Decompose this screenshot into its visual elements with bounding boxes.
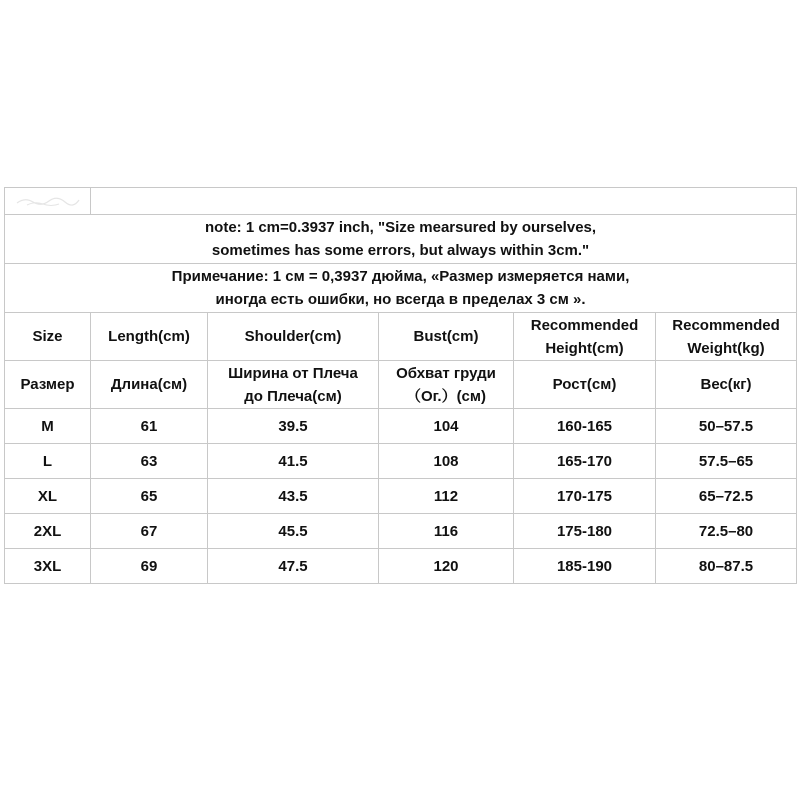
table-top-row [5,188,797,215]
cell-shoulder: 39.5 [208,409,379,444]
table-row [5,409,797,444]
cell-bust: 108 [379,444,514,479]
note-russian [5,264,797,313]
header-ru-height: Рост(см) [514,361,656,409]
note-english-line-2: sometimes has some errors, but always within 3cm." [211,242,590,259]
note-english-line-1: note: 1 cm=0.3937 inch, "Size mearsured by ourselves, [205,219,597,236]
note-russian-line-2: иногда есть ошибки, но всегда в пределах 3 см ». [215,291,586,308]
header-ru-bust [379,361,514,409]
cell-bust: 112 [379,479,514,514]
header-ru-shoulder-line-1: Ширина от Плеча [228,364,358,382]
cell-height: 170-175 [514,479,656,514]
header-ru-length: Длина(см) [91,361,208,409]
cell-size: XL [5,479,91,514]
header-ru-bust-line-2: （Ог.）(см) [405,387,486,405]
watermark-logo-icon [13,195,83,207]
table-row [5,514,797,549]
cell-length: 65 [91,479,208,514]
watermark-cell [5,188,91,215]
table-row [5,549,797,584]
note-russian-line-1: Примечание: 1 см = 0,3937 дюйма, «Размер измеряется нами, [171,268,630,285]
header-size: Size [5,313,91,361]
cell-size: 2XL [5,514,91,549]
cell-height: 165-170 [514,444,656,479]
header-weight [656,313,797,361]
header-height-line-1: Recommended [530,316,639,334]
cell-height: 185-190 [514,549,656,584]
cell-size: 3XL [5,549,91,584]
note-russian-row [5,264,797,313]
cell-bust: 116 [379,514,514,549]
header-ru-shoulder-line-2: до Плеча(см) [244,387,342,405]
cell-length: 69 [91,549,208,584]
cell-shoulder: 47.5 [208,549,379,584]
table-row [5,479,797,514]
header-ru-weight: Вес(кг) [656,361,797,409]
cell-bust: 120 [379,549,514,584]
header-length: Length(cm) [91,313,208,361]
note-english-row [5,215,797,264]
cell-bust: 104 [379,409,514,444]
note-english [5,215,797,264]
cell-shoulder: 45.5 [208,514,379,549]
header-row-russian [5,361,797,409]
header-height [514,313,656,361]
cell-shoulder: 41.5 [208,444,379,479]
cell-length: 63 [91,444,208,479]
cell-height: 160-165 [514,409,656,444]
cell-size: L [5,444,91,479]
cell-height: 175-180 [514,514,656,549]
header-row-english [5,313,797,361]
header-shoulder: Shoulder(cm) [208,313,379,361]
cell-weight: 80–87.5 [656,549,797,584]
header-weight-line-1: Recommended [672,316,780,334]
cell-size: M [5,409,91,444]
header-ru-size: Размер [5,361,91,409]
cell-shoulder: 43.5 [208,479,379,514]
size-chart-table [4,187,797,584]
header-bust: Bust(cm) [379,313,514,361]
cell-length: 67 [91,514,208,549]
header-ru-shoulder [208,361,379,409]
cell-length: 61 [91,409,208,444]
header-weight-line-2: Weight(kg) [687,339,765,357]
empty-top-cell [91,188,797,215]
cell-weight: 65–72.5 [656,479,797,514]
cell-weight: 50–57.5 [656,409,797,444]
header-ru-bust-line-1: Обхват груди [396,364,496,382]
cell-weight: 72.5–80 [656,514,797,549]
cell-weight: 57.5–65 [656,444,797,479]
table-row [5,444,797,479]
header-height-line-2: Height(cm) [545,339,624,357]
